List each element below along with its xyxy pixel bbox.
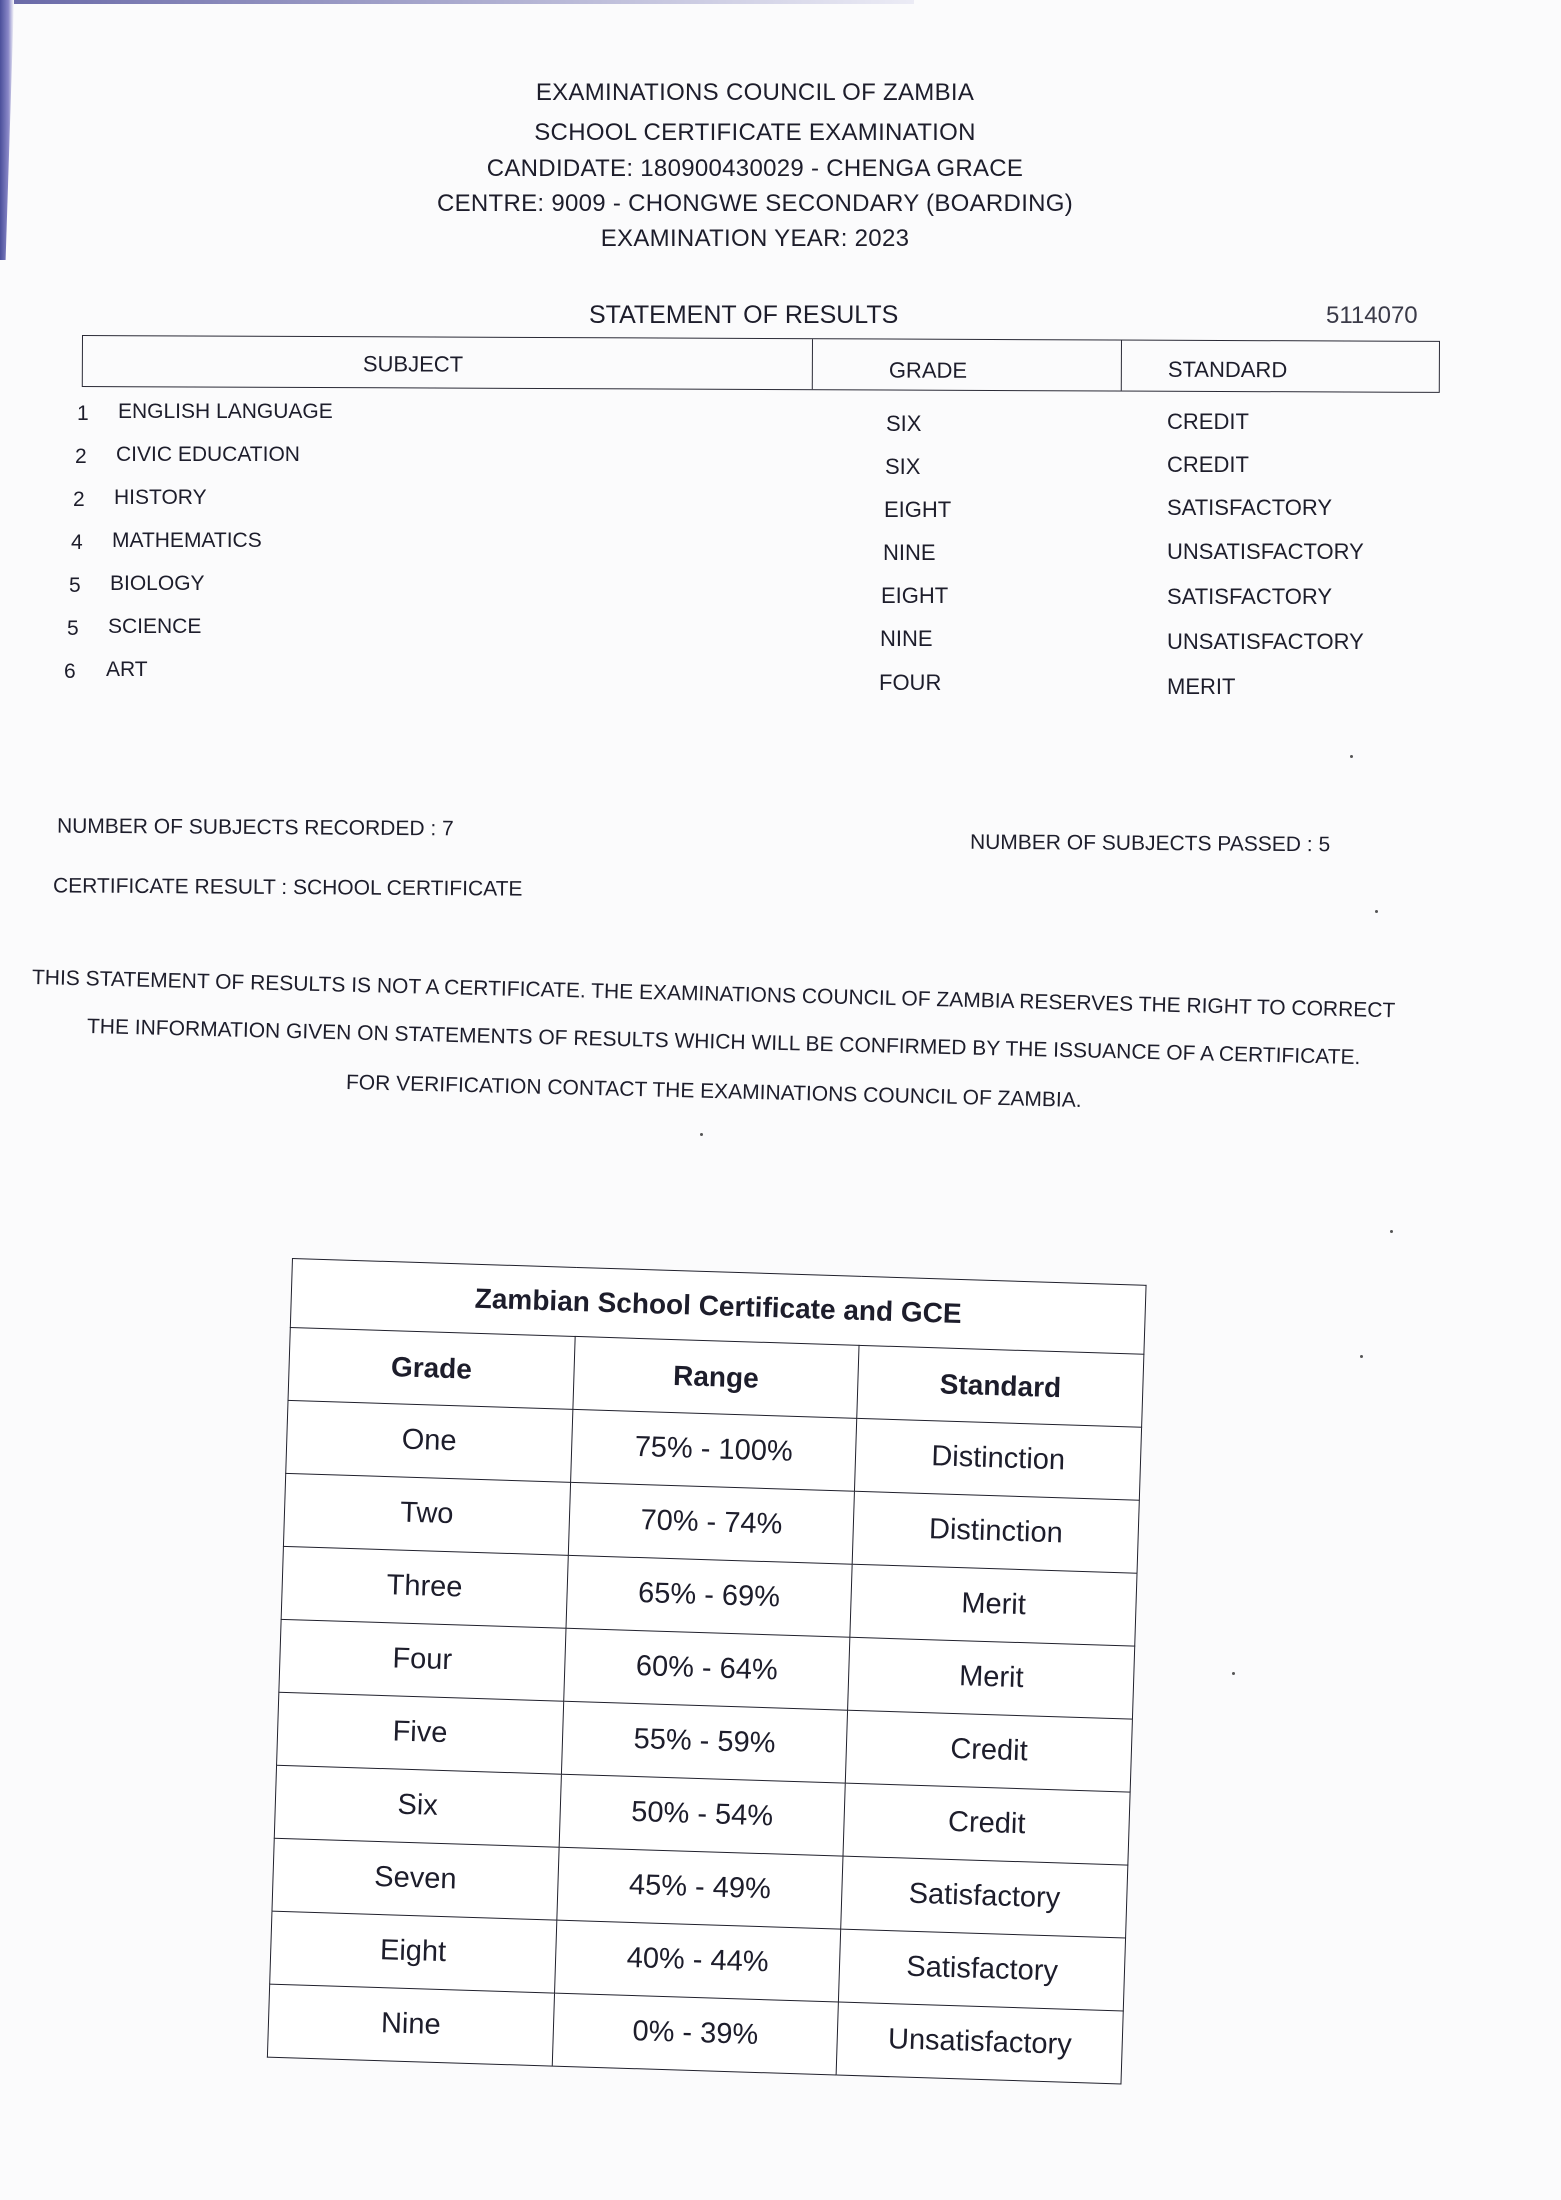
subjects-passed: NUMBER OF SUBJECTS PASSED : 5 bbox=[969, 830, 1331, 857]
subject-name: SCIENCE bbox=[108, 615, 202, 638]
standard-cell: Distinction bbox=[855, 1418, 1142, 1500]
candidate-line: CANDIDATE: 180900430029 - CHENGA GRACE bbox=[486, 155, 1024, 182]
grade-cell: Two bbox=[283, 1473, 570, 1555]
grade-cell: Five bbox=[277, 1692, 564, 1774]
range-cell: 70% - 74% bbox=[568, 1482, 855, 1564]
exam-name: SCHOOL CERTIFICATE EXAMINATION bbox=[534, 119, 976, 146]
centre-line: CENTRE: 9009 - CHONGWE SECONDARY (BOARDING) bbox=[436, 190, 1074, 217]
grade-value: EIGHT bbox=[884, 497, 952, 522]
column-divider bbox=[812, 339, 813, 389]
serial-number: 5114070 bbox=[1326, 302, 1418, 329]
standard-value: UNSATISFACTORY bbox=[1167, 539, 1364, 564]
grade-cell: Eight bbox=[270, 1911, 557, 1993]
grading-table bbox=[267, 1258, 1147, 2084]
standard-value: SATISFACTORY bbox=[1167, 584, 1333, 609]
exam-year: EXAMINATION YEAR: 2023 bbox=[600, 225, 910, 252]
standard-cell: Merit bbox=[848, 1637, 1135, 1719]
scan-speck bbox=[1360, 1355, 1363, 1358]
standard-cell: Unsatisfactory bbox=[836, 2002, 1123, 2084]
grade-cell: Nine bbox=[267, 1984, 554, 2066]
grade-cell: Six bbox=[274, 1765, 561, 1847]
standard-cell: Credit bbox=[843, 1783, 1130, 1865]
row-number: 5 bbox=[67, 617, 79, 640]
column-header-grade: GRADE bbox=[888, 357, 968, 383]
range-cell: 65% - 69% bbox=[566, 1555, 853, 1637]
range-cell: 40% - 44% bbox=[554, 1920, 841, 2002]
standard-value: UNSATISFACTORY bbox=[1167, 629, 1364, 654]
standard-cell: Satisfactory bbox=[841, 1856, 1128, 1938]
subject-name: ART bbox=[106, 658, 148, 681]
standard-value: CREDIT bbox=[1167, 409, 1249, 434]
row-number: 6 bbox=[64, 660, 76, 683]
scan-speck bbox=[700, 1133, 703, 1136]
grade-cell: Seven bbox=[272, 1838, 559, 1920]
standard-value: CREDIT bbox=[1167, 452, 1249, 477]
standard-cell: Merit bbox=[850, 1564, 1137, 1646]
grade-value: NINE bbox=[880, 626, 933, 651]
row-number: 2 bbox=[73, 488, 85, 511]
subjects-recorded: NUMBER OF SUBJECTS RECORDED : 7 bbox=[56, 814, 454, 841]
grading-header-standard: Standard bbox=[857, 1345, 1144, 1427]
scan-speck bbox=[1350, 755, 1353, 758]
subject-name: ENGLISH LANGUAGE bbox=[118, 400, 333, 423]
grade-cell: Three bbox=[281, 1546, 568, 1628]
scan-speck bbox=[1232, 1672, 1235, 1675]
grading-reference-table bbox=[292, 1258, 1147, 2062]
column-header-subject: SUBJECT bbox=[362, 351, 464, 377]
grade-value: SIX bbox=[885, 454, 921, 479]
results-table-header bbox=[82, 335, 1440, 393]
grading-table-title: Zambian School Certificate and GCE bbox=[290, 1259, 1146, 1354]
standard-cell: Credit bbox=[846, 1710, 1133, 1792]
council-name: EXAMINATIONS COUNCIL OF ZAMBIA bbox=[535, 79, 975, 106]
range-cell: 50% - 54% bbox=[559, 1774, 846, 1856]
standard-value: SATISFACTORY bbox=[1167, 495, 1333, 520]
grade-value: EIGHT bbox=[881, 583, 949, 608]
disclaimer-line-3: FOR VERIFICATION CONTACT THE EXAMINATIONS COUNCIL OF ZAMBIA. bbox=[345, 1071, 1082, 1112]
grading-header-range: Range bbox=[573, 1336, 860, 1418]
disclaimer-line-2: THE INFORMATION GIVEN ON STATEMENTS OF RESULTS WHICH WILL BE CONFIRMED BY THE ISSUANCE OF A CERTIFICATE. bbox=[86, 1015, 1361, 1070]
row-number: 2 bbox=[75, 445, 87, 468]
grade-cell: One bbox=[286, 1400, 573, 1482]
standard-cell: Distinction bbox=[852, 1491, 1139, 1573]
grade-value: NINE bbox=[883, 540, 936, 565]
range-cell: 60% - 64% bbox=[563, 1628, 850, 1710]
subject-name: MATHEMATICS bbox=[112, 529, 262, 552]
range-cell: 75% - 100% bbox=[570, 1409, 857, 1491]
standard-cell: Satisfactory bbox=[839, 1929, 1126, 2011]
column-header-standard: STANDARD bbox=[1167, 356, 1288, 383]
subject-name: HISTORY bbox=[114, 486, 207, 509]
range-cell: 0% - 39% bbox=[552, 1993, 839, 2075]
subject-name: CIVIC EDUCATION bbox=[116, 443, 300, 466]
scan-speck bbox=[1390, 1230, 1393, 1233]
statement-title: STATEMENT OF RESULTS bbox=[589, 301, 899, 329]
disclaimer-line-1: THIS STATEMENT OF RESULTS IS NOT A CERTIFICATE. THE EXAMINATIONS COUNCIL OF ZAMBIA RESERVES THE RIGHT TO CORRECT bbox=[31, 966, 1396, 1023]
range-cell: 55% - 59% bbox=[561, 1701, 848, 1783]
column-divider bbox=[1121, 341, 1122, 391]
row-number: 1 bbox=[77, 402, 89, 425]
grade-value: FOUR bbox=[879, 670, 942, 695]
standard-value: MERIT bbox=[1167, 674, 1236, 699]
page-edge-top bbox=[14, 0, 914, 4]
grade-value: SIX bbox=[886, 411, 922, 436]
row-number: 4 bbox=[71, 531, 83, 554]
grading-header-grade: Grade bbox=[288, 1327, 575, 1409]
scan-speck bbox=[1375, 910, 1378, 913]
row-number: 5 bbox=[69, 574, 81, 597]
grade-cell: Four bbox=[279, 1619, 566, 1701]
subject-name: BIOLOGY bbox=[110, 572, 205, 595]
range-cell: 45% - 49% bbox=[556, 1847, 843, 1929]
certificate-result: CERTIFICATE RESULT : SCHOOL CERTIFICATE bbox=[52, 874, 523, 901]
